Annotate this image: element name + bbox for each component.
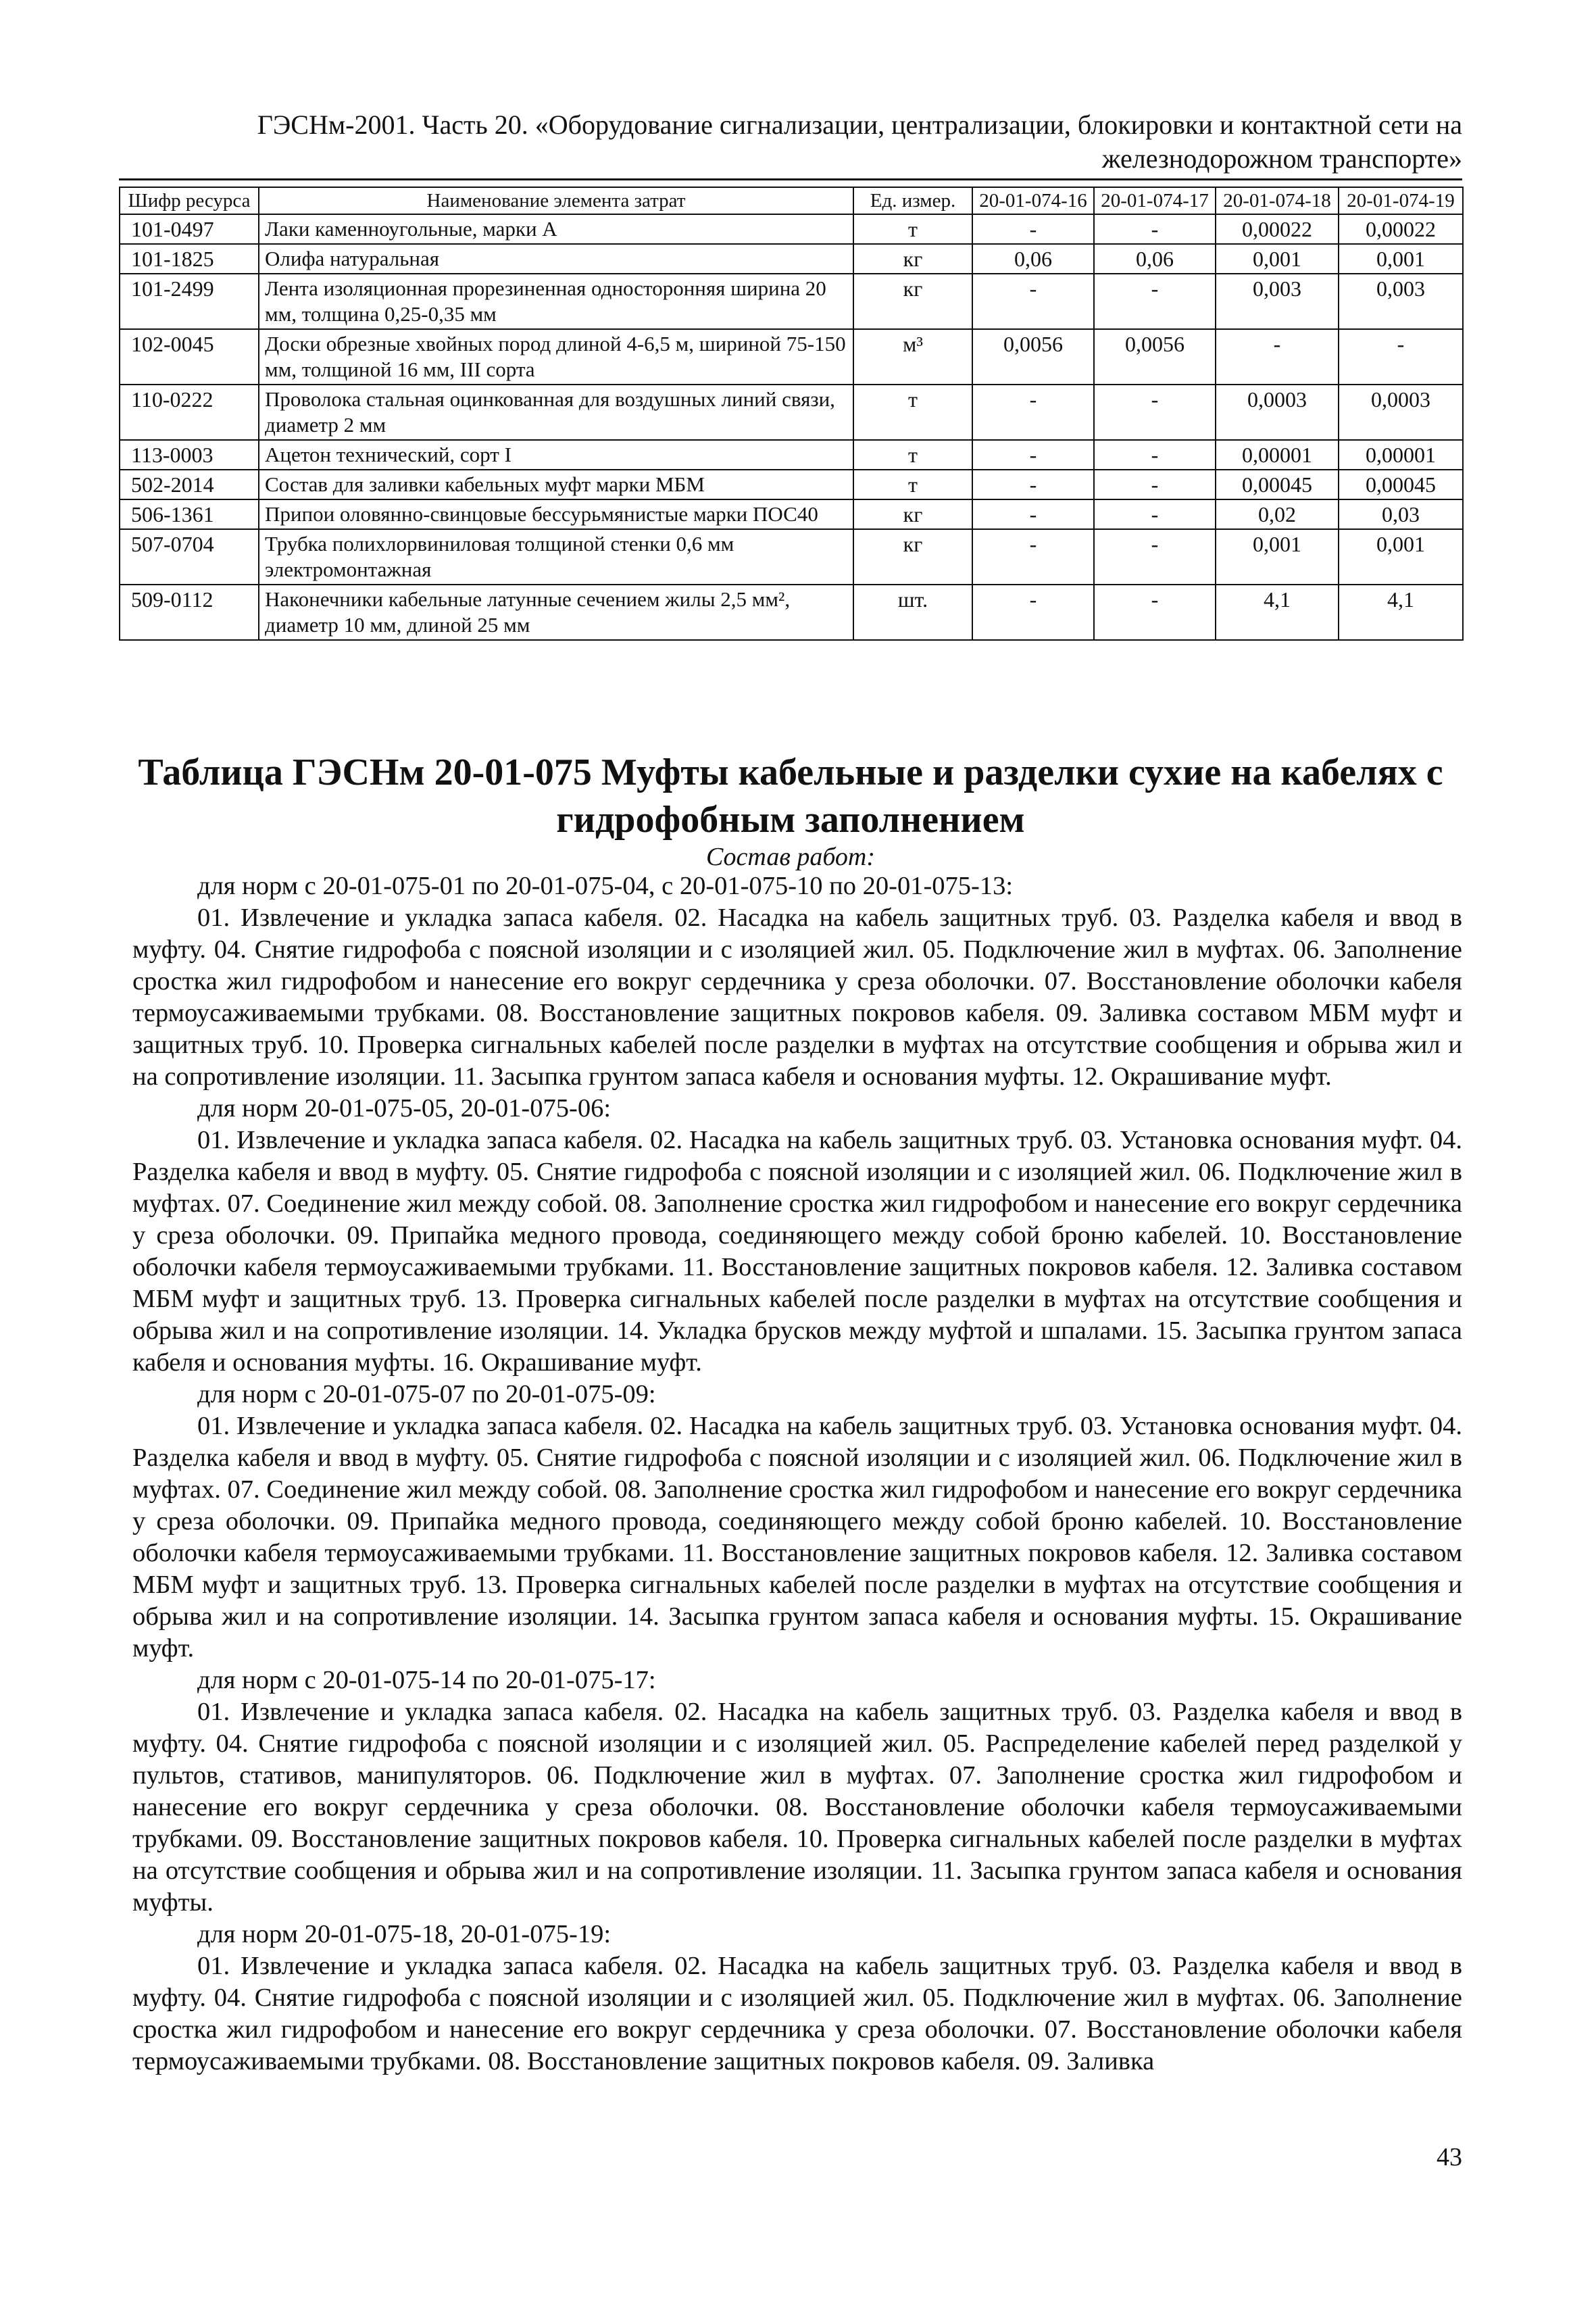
cell-value-074-18: 0,00022 xyxy=(1216,214,1339,244)
cell-value-074-17: - xyxy=(1094,585,1216,640)
table-row xyxy=(120,529,1463,585)
norms-range: для норм с 20-01-075-07 по 20-01-075-09: xyxy=(197,1380,656,1408)
cell-value-074-19: 4,1 xyxy=(1339,585,1463,640)
cell-value-074-16: - xyxy=(972,214,1094,244)
header-rule xyxy=(119,178,1462,180)
norms-range: для норм 20-01-075-05, 20-01-075-06: xyxy=(197,1094,612,1123)
cell-value-074-17: - xyxy=(1094,470,1216,499)
work-description: 01. Извлечение и укладка запаса кабеля. 02. Насадка на кабель защитных труб. 03. Установка основания муфт. 04. Разделка кабеля и ввод в муфту. 05. Снятие гидрофоба с поясной изоляции и с изоляцией жил. 06. Подключение жил в муфтах. 07. Соединение жил между собой. 08. Заполнение сростка жил гидрофобом и нанесение его вокруг сердечника у среза оболочки. 09. Припайка медного провода, соединяющего между собой броню кабелей. 10. Восстановление оболочки кабеля термоусаживаемыми трубками. 11. Восстановление защитных покровов кабеля. 12. Заливка составом МБМ муфт и защитных труб. 13. Проверка сигнальных кабелей после разделки в муфтах на отсутствие сообщения и обрыва жил и на сопротивление изоляции. 14. Засыпка грунтом запаса кабеля и основания муфты. 15. Окрашивание муфт. xyxy=(132,1412,1462,1663)
cell-value-074-16: 0,06 xyxy=(972,244,1094,274)
table-title: Таблица ГЭСНм 20-01-075 Муфты кабельные и разделки сухие на кабелях с гидрофобным заполнением xyxy=(138,752,1443,841)
col-header-code: Шифр ресурса xyxy=(120,187,259,214)
cell-value-074-19: 0,00001 xyxy=(1339,440,1463,470)
cell-unit: м³ xyxy=(853,329,972,385)
table-row xyxy=(120,329,1463,385)
col-header-074-16: 20-01-074-16 xyxy=(972,187,1094,214)
cell-value-074-19: 0,001 xyxy=(1339,244,1463,274)
cell-resource-code: 102-0045 xyxy=(120,329,259,385)
cell-value-074-17: - xyxy=(1094,440,1216,470)
cell-value-074-17: 0,0056 xyxy=(1094,329,1216,385)
cell-resource-name: Трубка полихлорвиниловая толщиной стенки 0,6 мм электромонтажная xyxy=(259,529,853,585)
cell-unit: кг xyxy=(853,274,972,329)
table-row xyxy=(120,274,1463,329)
cell-value-074-17: - xyxy=(1094,499,1216,529)
cell-resource-name: Ацетон технический, сорт I xyxy=(259,440,853,470)
cell-value-074-18: 4,1 xyxy=(1216,585,1339,640)
table-row xyxy=(120,440,1463,470)
cell-unit: кг xyxy=(853,244,972,274)
work-description: 01. Извлечение и укладка запаса кабеля. 02. Насадка на кабель защитных труб. 03. Разделка кабеля и ввод в муфту. 04. Снятие гидрофоба с поясной изоляции и с изоляцией жил. 05. Распределение кабелей перед разделкой у пультов, стативов, манипуляторов. 06. Подключение жил в муфтах. 07. Заполнение сростка жил гидрофобом и нанесение его вокруг сердечника у среза оболочки. 08. Восстановление оболочки кабеля термоусаживаемыми трубками. 09. Восстановление защитных покровов кабеля. 10. Проверка сигнальных кабелей после разделки в муфтах на отсутствие сообщения и обрыва жил и на сопротивление изоляции. 11. Засыпка грунтом запаса кабеля и основания муфты. xyxy=(132,1698,1462,1917)
running-header-line1: ГЭСНм-2001. Часть 20. «Оборудование сигнализации, централизации, блокировки и контактной сети на xyxy=(257,109,1462,140)
cell-resource-code: 101-0497 xyxy=(120,214,259,244)
table-row xyxy=(120,214,1463,244)
col-header-unit: Ед. измер. xyxy=(853,187,972,214)
cell-resource-name: Наконечники кабельные латунные сечением жилы 2,5 мм², диаметр 10 мм, длиной 25 мм xyxy=(259,585,853,640)
cell-resource-name: Проволока стальная оцинкованная для воздушных линий связи, диаметр 2 мм xyxy=(259,385,853,440)
cell-value-074-18: 0,001 xyxy=(1216,529,1339,585)
cell-resource-code: 502-2014 xyxy=(120,470,259,499)
cell-resource-name: Доски обрезные хвойных пород длиной 4-6,5 м, шириной 75-150 мм, толщиной 16 мм, III сорта xyxy=(259,329,853,385)
cell-value-074-19: 0,03 xyxy=(1339,499,1463,529)
cell-unit: шт. xyxy=(853,585,972,640)
cell-unit: т xyxy=(853,470,972,499)
cell-resource-code: 509-0112 xyxy=(120,585,259,640)
table-row xyxy=(120,470,1463,499)
cell-resource-code: 113-0003 xyxy=(120,440,259,470)
cell-value-074-16: - xyxy=(972,470,1094,499)
cell-value-074-18: 0,003 xyxy=(1216,274,1339,329)
col-header-074-18: 20-01-074-18 xyxy=(1216,187,1339,214)
cell-value-074-18: 0,0003 xyxy=(1216,385,1339,440)
cell-value-074-17: 0,06 xyxy=(1094,244,1216,274)
cell-resource-code: 101-1825 xyxy=(120,244,259,274)
page-number: 43 xyxy=(1437,2143,1462,2171)
cell-value-074-17: - xyxy=(1094,385,1216,440)
cell-value-074-18: 0,001 xyxy=(1216,244,1339,274)
cell-value-074-16: - xyxy=(972,385,1094,440)
work-description: 01. Извлечение и укладка запаса кабеля. 02. Насадка на кабель защитных труб. 03. Установка основания муфт. 04. Разделка кабеля и ввод в муфту. 05. Снятие гидрофоба с поясной изоляции и с изоляцией жил. 06. Подключение жил в муфтах. 07. Соединение жил между собой. 08. Заполнение сростка жил гидрофобом и нанесение его вокруг сердечника у среза оболочки. 09. Припайка медного провода, соединяющего между собой броню кабелей. 10. Восстановление оболочки кабеля термоусаживаемыми трубками. 11. Восстановление защитных покровов кабеля. 12. Заливка составом МБМ муфт и защитных труб. 13. Проверка сигнальных кабелей после разделки в муфтах на отсутствие сообщения и обрыва жил и на сопротивление изоляции. 14. Укладка брусков между муфтой и шпалами. 15. Засыпка грунтом запаса кабеля и основания муфты. 16. Окрашивание муфт. xyxy=(132,1126,1462,1377)
table-row xyxy=(120,385,1463,440)
norms-range: для норм с 20-01-075-14 по 20-01-075-17: xyxy=(197,1666,656,1694)
table-row xyxy=(120,585,1463,640)
cell-resource-name: Олифа натуральная xyxy=(259,244,853,274)
work-composition xyxy=(132,870,1462,2077)
cell-resource-name: Припои оловянно-свинцовые бессурьмянистые марки ПОС40 xyxy=(259,499,853,529)
cell-unit: т xyxy=(853,440,972,470)
cell-value-074-19: 0,00022 xyxy=(1339,214,1463,244)
cell-value-074-19: 0,001 xyxy=(1339,529,1463,585)
running-header-line2: железнодорожном транспорте» xyxy=(1101,143,1462,174)
col-header-074-17: 20-01-074-17 xyxy=(1094,187,1216,214)
cell-unit: т xyxy=(853,214,972,244)
cell-value-074-17: - xyxy=(1094,214,1216,244)
cell-value-074-16: - xyxy=(972,440,1094,470)
cell-value-074-18: 0,00001 xyxy=(1216,440,1339,470)
cell-resource-code: 101-2499 xyxy=(120,274,259,329)
col-header-074-19: 20-01-074-19 xyxy=(1339,187,1463,214)
table-row xyxy=(120,244,1463,274)
composition-label: Состав работ: xyxy=(705,843,876,871)
cell-resource-name: Лента изоляционная прорезиненная односторонняя ширина 20 мм, толщина 0,25-0,35 мм xyxy=(259,274,853,329)
cell-value-074-16: - xyxy=(972,499,1094,529)
cell-value-074-18: - xyxy=(1216,329,1339,385)
table-row xyxy=(120,499,1463,529)
cell-unit: т xyxy=(853,385,972,440)
cell-value-074-19: - xyxy=(1339,329,1463,385)
cell-value-074-19: 0,0003 xyxy=(1339,385,1463,440)
cell-value-074-18: 0,02 xyxy=(1216,499,1339,529)
cell-unit: кг xyxy=(853,529,972,585)
norms-range: для норм 20-01-075-18, 20-01-075-19: xyxy=(197,1920,612,1948)
cell-value-074-19: 0,003 xyxy=(1339,274,1463,329)
cell-value-074-18: 0,00045 xyxy=(1216,470,1339,499)
table-header-row xyxy=(120,187,1463,214)
cell-resource-name: Состав для заливки кабельных муфт марки МБМ xyxy=(259,470,853,499)
cell-resource-code: 507-0704 xyxy=(120,529,259,585)
cell-resource-code: 110-0222 xyxy=(120,385,259,440)
work-description: 01. Извлечение и укладка запаса кабеля. 02. Насадка на кабель защитных труб. 03. Разделка кабеля и ввод в муфту. 04. Снятие гидрофоба с поясной изоляции и с изоляцией жил. 05. Подключение жил в муфтах. 06. Заполнение сростка жил гидрофобом и нанесение его вокруг сердечника у среза оболочки. 07. Восстановление оболочки кабеля термоусаживаемыми трубками. 08. Восстановление защитных покровов кабеля. 09. Заливка xyxy=(132,1952,1462,2075)
work-description: 01. Извлечение и укладка запаса кабеля. 02. Насадка на кабель защитных труб. 03. Разделка кабеля и ввод в муфту. 04. Снятие гидрофоба с поясной изоляции и с изоляцией жил. 05. Подключение жил в муфтах. 06. Заполнение сростка жил гидрофобом и нанесение его вокруг сердечника у среза оболочки. 07. Восстановление оболочки кабеля термоусаживаемыми трубками. 08. Восстановление защитных покровов кабеля. 09. Заливка составом МБМ муфт и защитных труб. 10. Проверка сигнальных кабелей после разделки в муфтах на отсутствие сообщения и обрыва жил и на сопротивление изоляции. 11. Засыпка грунтом запаса кабеля и основания муфты. 12. Окрашивание муфт. xyxy=(132,904,1462,1091)
resource-table xyxy=(119,187,1464,641)
col-header-name: Наименование элемента затрат xyxy=(259,187,853,214)
running-header xyxy=(119,108,1462,176)
cell-resource-name: Лаки каменноугольные, марки А xyxy=(259,214,853,244)
norms-range: для норм с 20-01-075-01 по 20-01-075-04, с 20-01-075-10 по 20-01-075-13: xyxy=(197,872,1014,900)
cell-value-074-17: - xyxy=(1094,274,1216,329)
cell-value-074-16: - xyxy=(972,585,1094,640)
cell-value-074-19: 0,00045 xyxy=(1339,470,1463,499)
cell-value-074-17: - xyxy=(1094,529,1216,585)
cell-unit: кг xyxy=(853,499,972,529)
cell-value-074-16: - xyxy=(972,529,1094,585)
cell-value-074-16: 0,0056 xyxy=(972,329,1094,385)
cell-resource-code: 506-1361 xyxy=(120,499,259,529)
table-body xyxy=(120,214,1463,640)
cell-value-074-16: - xyxy=(972,274,1094,329)
